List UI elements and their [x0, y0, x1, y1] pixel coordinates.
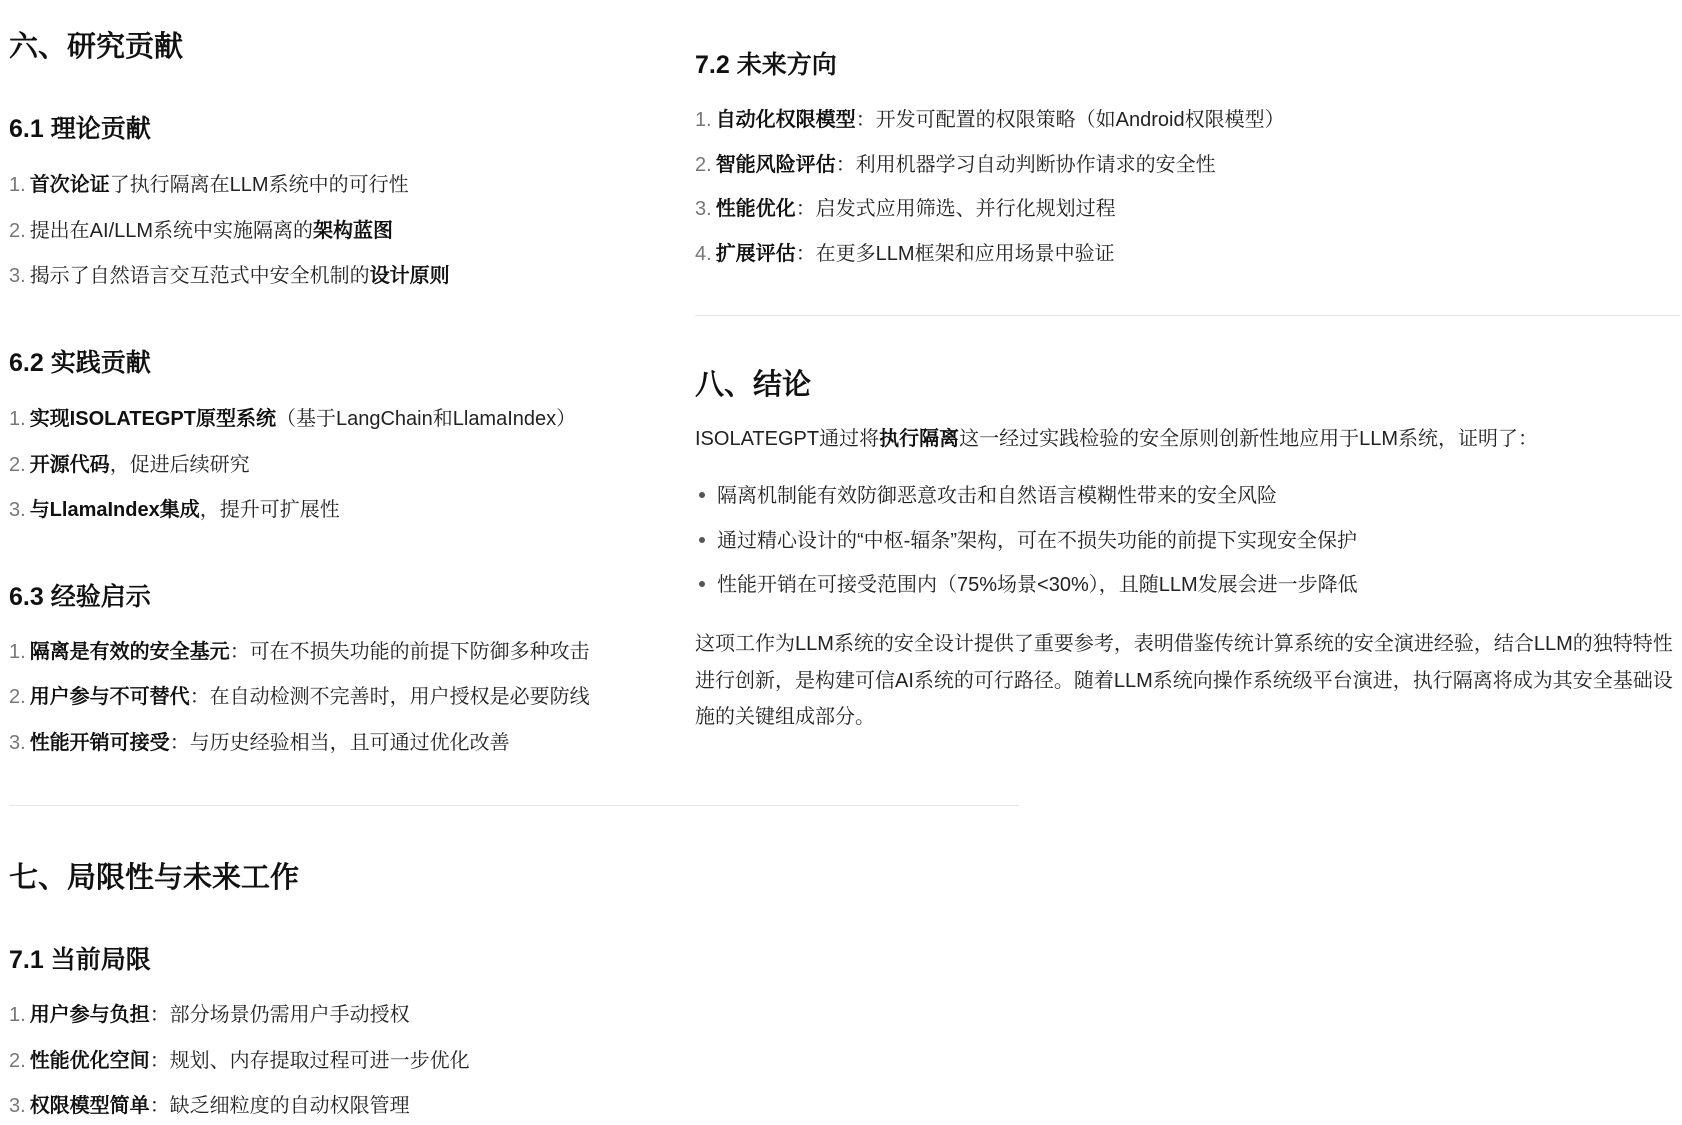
- item-text: 提出在AI/LLM系统中实施隔离的: [29, 220, 314, 242]
- intro-bold: 执行隔离: [879, 428, 960, 450]
- item-text: ：启发式应用筛选、并行化规划过程: [795, 198, 1116, 220]
- list-number: 1.: [9, 408, 26, 430]
- list-item: [9, 639, 590, 665]
- list-number: 3.: [9, 265, 26, 287]
- list-item: [695, 241, 1115, 267]
- list-item: [695, 152, 1216, 178]
- item-text: ：在自动检测不完善时，用户授权是必要防线: [189, 686, 590, 708]
- bullet-text: 通过精心设计的“中枢-辐条”架构，可在不损失功能的前提下实现安全保护: [717, 530, 1357, 552]
- bold-text: 首次论证: [29, 174, 110, 196]
- bold-text: 架构蓝图: [313, 220, 394, 242]
- list-number: 3.: [695, 198, 712, 220]
- section-6-3-title: 6.3 经验启示: [9, 583, 151, 611]
- list-item: [9, 1093, 410, 1119]
- bold-text: 自动化权限模型: [715, 109, 856, 131]
- section-8-title: 八、结论: [695, 369, 812, 401]
- list-item: [9, 218, 393, 244]
- list-item: [9, 1048, 470, 1074]
- divider: [695, 315, 1680, 316]
- list-number: 3.: [9, 1095, 26, 1117]
- bold-text: 智能风险评估: [715, 154, 836, 176]
- list-number: 3.: [9, 499, 26, 521]
- list-number: 4.: [695, 243, 712, 265]
- bold-text: 用户参与不可替代: [29, 686, 190, 708]
- bullet-text: 隔离机制能有效防御恶意攻击和自然语言模糊性带来的安全风险: [717, 485, 1277, 507]
- bold-text: 性能开销可接受: [29, 732, 170, 754]
- item-text: ，提升可扩展性: [199, 499, 340, 521]
- item-text: 揭示了自然语言交互范式中安全机制的: [29, 265, 370, 287]
- list-item: [9, 263, 450, 289]
- bold-text: 权限模型简单: [29, 1095, 150, 1117]
- intro-text: 这一经过实践检验的安全原则创新性地应用于LLM系统，证明了：: [959, 428, 1539, 450]
- section-7-1-title: 7.1 当前局限: [9, 946, 151, 974]
- intro-text: ISOLATEGPT通过将: [695, 428, 880, 450]
- list-item: [9, 172, 409, 198]
- item-text: ：部分场景仍需用户手动授权: [149, 1004, 410, 1026]
- conclusion-intro: [695, 426, 1538, 452]
- list-item: [695, 107, 1285, 133]
- section-7-2-title: 7.2 未来方向: [695, 51, 837, 79]
- bold-text: 隔离是有效的安全基元: [29, 641, 230, 663]
- list-item: [9, 1002, 410, 1028]
- bullet-icon: [699, 581, 705, 587]
- item-text: ：可在不损失功能的前提下防御多种攻击: [229, 641, 590, 663]
- section-6-2-title: 6.2 实践贡献: [9, 349, 151, 377]
- list-number: 2.: [695, 154, 712, 176]
- bold-text: 性能优化: [715, 198, 796, 220]
- bold-text: 用户参与负担: [29, 1004, 150, 1026]
- conclusion-closing: 这项工作为LLM系统的安全设计提供了重要参考，表明借鉴传统计算系统的安全演进经验，结合LLM的独特特性进行创新，是构建可信AI系统的可行路径。随着LLM系统向操作系统级平台演进，执行隔离将成为其安全基础设施的关键组成部分。: [695, 633, 1673, 728]
- bold-text: 开源代码: [29, 454, 110, 476]
- list-number: 2.: [9, 1050, 26, 1072]
- section-7-title: 七、局限性与未来工作: [9, 862, 300, 894]
- list-number: 3.: [9, 732, 26, 754]
- list-item: [9, 684, 590, 710]
- bullet-text: 性能开销在可接受范围内（75%场景<30%），且随LLM发展会进一步降低: [717, 574, 1358, 596]
- bold-text: 设计原则: [369, 265, 450, 287]
- divider: [9, 805, 1019, 806]
- list-number: 1.: [695, 109, 712, 131]
- item-text: （基于LangChain和LlamaIndex）: [276, 408, 577, 430]
- list-number: 1.: [9, 641, 26, 663]
- bullet-icon: [699, 492, 705, 498]
- section-6-title: 六、研究贡献: [9, 31, 184, 63]
- item-text: ：规划、内存提取过程可进一步优化: [149, 1050, 470, 1072]
- conclusion-bullet: [695, 572, 1358, 598]
- item-text: ：利用机器学习自动判断协作请求的安全性: [835, 154, 1216, 176]
- bullet-icon: [699, 537, 705, 543]
- list-number: 2.: [9, 454, 26, 476]
- list-item: [695, 196, 1116, 222]
- bold-text: 实现ISOLATEGPT原型系统: [29, 408, 276, 430]
- list-number: 1.: [9, 174, 26, 196]
- bold-text: 与LlamaIndex集成: [29, 499, 200, 521]
- list-number: 1.: [9, 1004, 26, 1026]
- list-item: [9, 406, 576, 432]
- bold-text: 扩展评估: [715, 243, 796, 265]
- list-item: [9, 497, 340, 523]
- list-item: [9, 452, 250, 478]
- item-text: ，促进后续研究: [109, 454, 250, 476]
- section-6-1-title: 6.1 理论贡献: [9, 115, 151, 143]
- item-text: ：缺乏细粒度的自动权限管理: [149, 1095, 410, 1117]
- item-text: ：在更多LLM框架和应用场景中验证: [795, 243, 1115, 265]
- item-text: ：与历史经验相当，且可通过优化改善: [169, 732, 510, 754]
- conclusion-bullet: [695, 528, 1357, 554]
- conclusion-bullet: [695, 483, 1277, 509]
- bold-text: 性能优化空间: [29, 1050, 150, 1072]
- item-text: 了执行隔离在LLM系统中的可行性: [109, 174, 409, 196]
- item-text: ：开发可配置的权限策略（如Android权限模型）: [855, 109, 1285, 131]
- list-number: 2.: [9, 686, 26, 708]
- list-item: [9, 730, 510, 756]
- list-number: 2.: [9, 220, 26, 242]
